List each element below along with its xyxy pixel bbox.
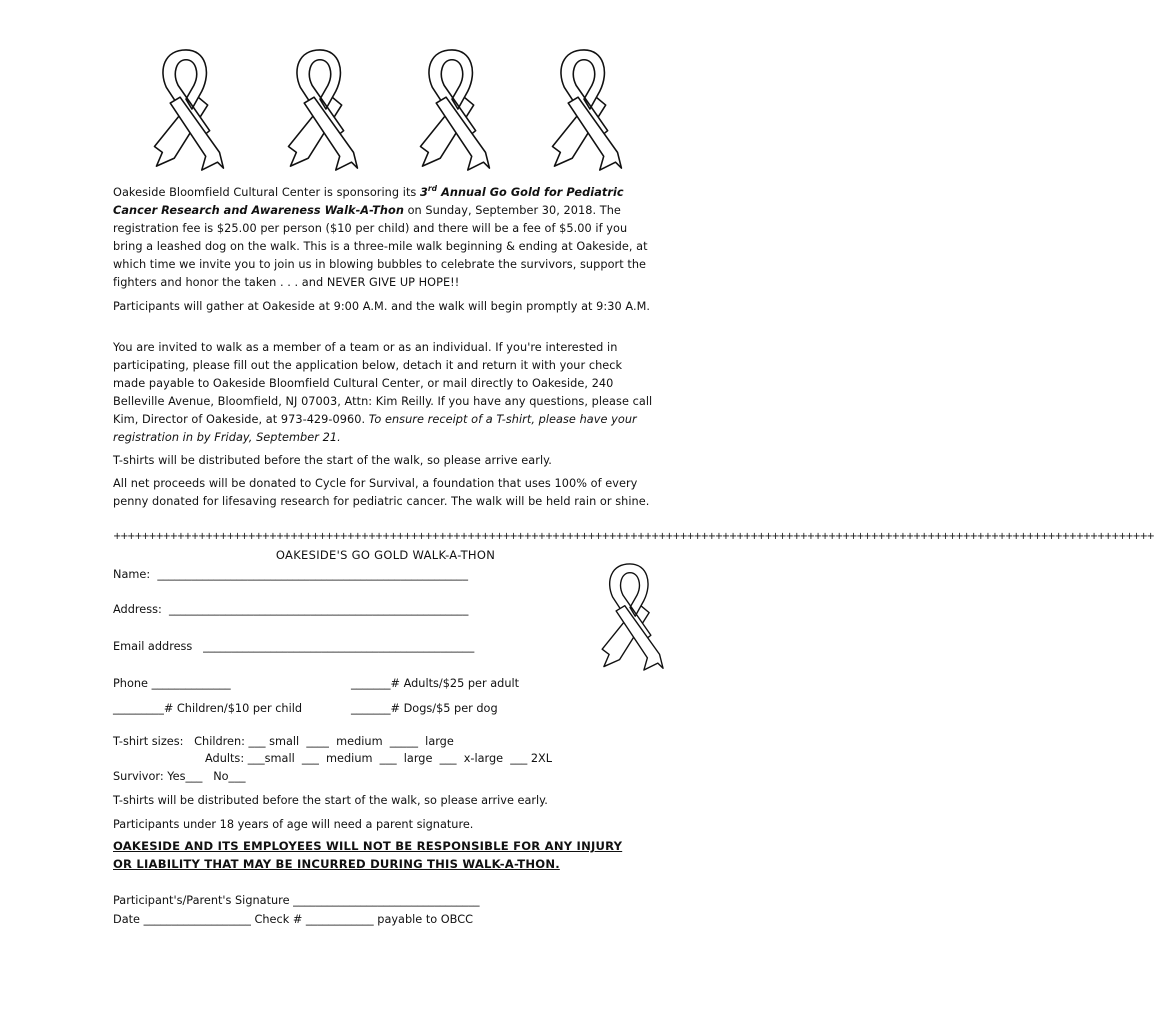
dogs-count-field[interactable]: _______# Dogs/$5 per dog	[351, 702, 498, 715]
tshirt-children-sizes[interactable]: T-shirt sizes: Children: ___ small ____ medium _____ large	[113, 735, 454, 748]
children-count-field[interactable]: _________# Children/$10 per child	[113, 702, 303, 715]
email-field[interactable]: Email address ________________________________________________	[113, 640, 475, 653]
awareness-ribbon-icon	[538, 44, 630, 176]
tshirt-note: T-shirts will be distributed before the start of the walk, so please arrive early.	[113, 454, 552, 467]
liability-warning-line-2: OR LIABILITY THAT MAY BE INCURRED DURING THIS WALK-A-THON.	[113, 857, 560, 871]
distribution-note: T-shirts will be distributed before the start of the walk, so please arrive early.	[113, 794, 548, 807]
awareness-ribbon-icon	[274, 44, 366, 176]
liability-warning-line-1: OAKESIDE AND ITS EMPLOYEES WILL NOT BE RESPONSIBLE FOR ANY INJURY	[113, 839, 623, 853]
name-field[interactable]: Name: _______________________________________________________	[113, 568, 468, 581]
tshirt-adult-sizes[interactable]: Adults: ___small ___ medium ___ large ___ x-large ___ 2XL	[205, 752, 553, 765]
under18-note: Participants under 18 years of age will need a parent signature.	[113, 818, 474, 831]
adults-count-field[interactable]: _______# Adults/$25 per adult	[351, 677, 520, 690]
signature-field[interactable]: Participant's/Parent's Signature _________________________________	[113, 894, 480, 907]
survivor-field[interactable]: Survivor: Yes___ No___	[113, 770, 246, 783]
detach-divider: +++++++++++++++++++++++++++++++++++++++++++++++++++++++++++++++++++++++++++++++++++++++++++++++++++++++++++++++++++++++++++++++++++++++++++++++++++	[113, 531, 1154, 542]
date-check-field[interactable]: Date ___________________ Check # ____________ payable to OBCC	[113, 913, 473, 926]
form-title: OAKESIDE'S GO GOLD WALK-A-THON	[275, 548, 496, 562]
gather-paragraph: Participants will gather at Oakeside at 9:00 A.M. and the walk will begin promptly at 9:30 A.M.	[113, 300, 651, 313]
address-field[interactable]: Address: _____________________________________________________	[113, 603, 469, 616]
awareness-ribbon-icon	[406, 44, 498, 176]
awareness-ribbon-icon	[590, 556, 670, 678]
invite-paragraph: You are invited to walk as a member of a team or as an individual. If you're interested in participating, please fill out the application below, detach it and return it with your check made payable to Oakeside Bloomfield Cultural Center, or mail directly to Oakeside, 240 Belleville Avenue, Bloomfield, NJ 07003, Attn: Kim Reilly. If you have any questions, please call Kim, Director of Oakeside, at 973-429-0960. To ensure receipt of a T-shirt, please have your registration in by Friday, September 21.	[113, 341, 653, 444]
proceeds-paragraph: All net proceeds will be donated to Cycle for Survival, a foundation that uses 100% of every penny donated for lifesaving research for pediatric cancer. The walk will be held rain or shine.	[113, 477, 650, 508]
ribbon-row	[140, 44, 640, 179]
phone-field[interactable]: Phone ______________	[113, 677, 231, 690]
awareness-ribbon-icon	[140, 44, 232, 176]
intro-paragraph: Oakeside Bloomfield Cultural Center is sponsoring its 3rd Annual Go Gold for Pediatric Cancer Research and Awareness Walk-A-Thon on Sunday, September 30, 2018. The registration fee is $25.00 per person ($10 per child) and there will be a fee of $5.00 if you bring a leashed dog on the walk. This is a three-mile walk beginning & ending at Oakeside, at which time we invite you to join us in blowing bubbles to celebrate the survivors, support the fighters and honor the taken . . . and NEVER GIVE UP HOPE!!	[113, 184, 648, 289]
